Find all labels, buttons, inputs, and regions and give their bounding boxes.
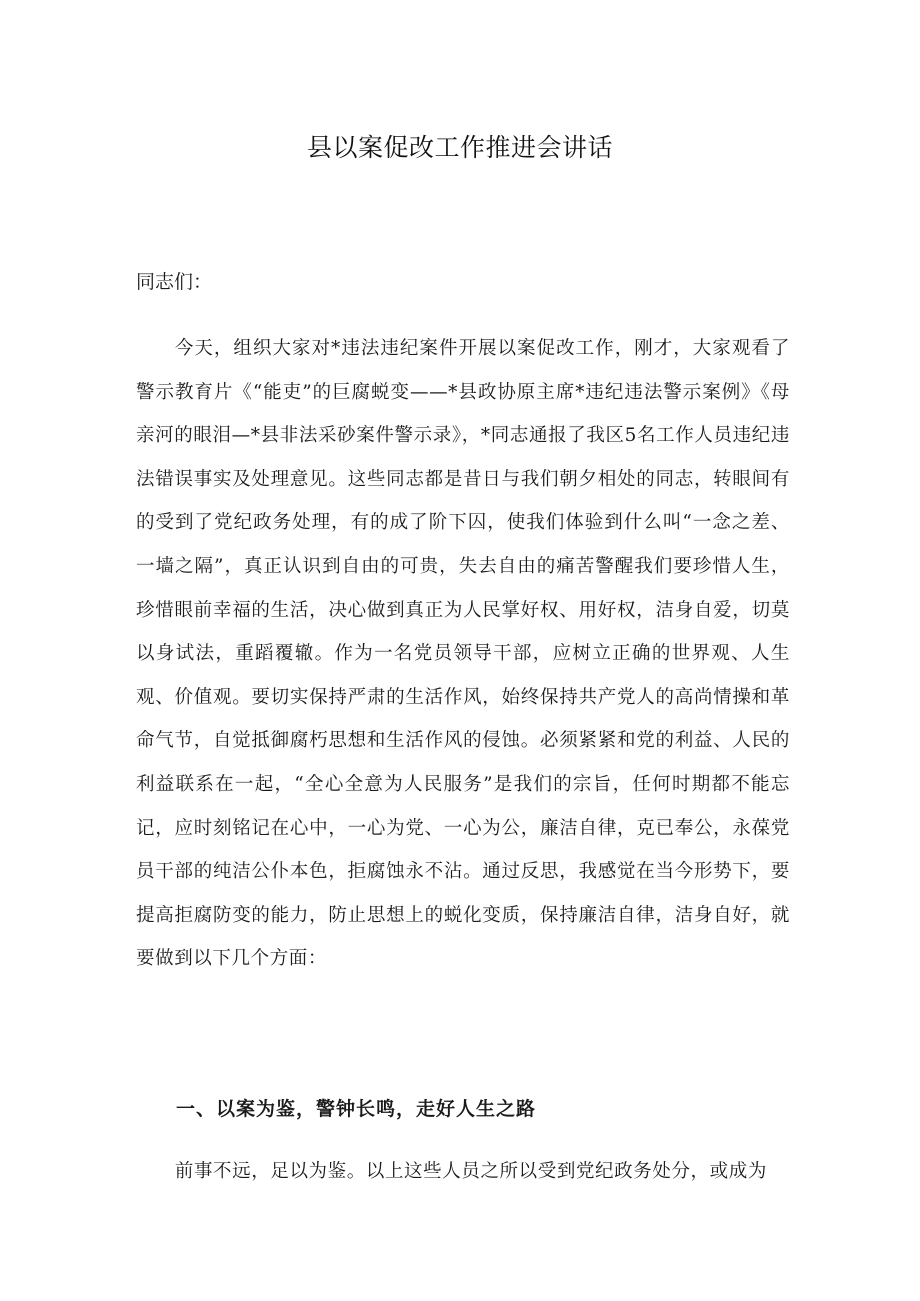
salutation: 同志们： [136, 271, 213, 293]
body-paragraph: 今天，组织大家对*违法违纪案件开展以案促改工作，刚才，大家观看了警示教育片《“能吏”的巨腐蜕变——*县政协原主席*违纪违法警示案例》《母亲河的眼泪—*县非法采砂案件警示录》，*同志通报了我区5名工作人员违纪违法错误事实及处理意见。这些同志都是昔日与我们朝夕相处的同志，转眼间有的受到了党纪政务处理，有的成了阶下囚，使我们体验到什么叫“一念之差、一墙之隔”，真正认识到自由的可贵，失去自由的痛苦警醒我们要珍惜人生，珍惜眼前幸福的生活，决心做到真正为人民掌好权、用好权，洁身自爱，切莫以身试法，重蹈覆辙。作为一名党员领导干部，应树立正确的世界观、人生观、价值观。要切实保持严肃的生活作风，始终保持共产党人的高尚情操和革命气节，自觉抵御腐朽思想和生活作风的侵蚀。必须紧紧和党的利益、人民的利益联系在一起，“全心全意为人民服务”是我们的宗旨，任何时期都不能忘记，应时刻铭记在心中，一心为党、一心为公，廉洁自律，克已奉公，永葆党员干部的纯洁公仆本色，拒腐蚀永不沾。通过反思，我感觉在当今形势下，要提高拒腐防变的能力，防止思想上的蜕化变质，保持廉洁自律，洁身自好，就要做到以下几个方面： [136, 338, 790, 970]
section-heading: 一、以案为鉴，警钟长鸣，走好人生之路 [176, 1098, 537, 1120]
document-title: 县以案促改工作推进会讲话 [306, 133, 613, 162]
section-paragraph: 前事不远，足以为鉴。以上这些人员之所以受到党纪政务处分，或成为 [174, 1161, 767, 1182]
